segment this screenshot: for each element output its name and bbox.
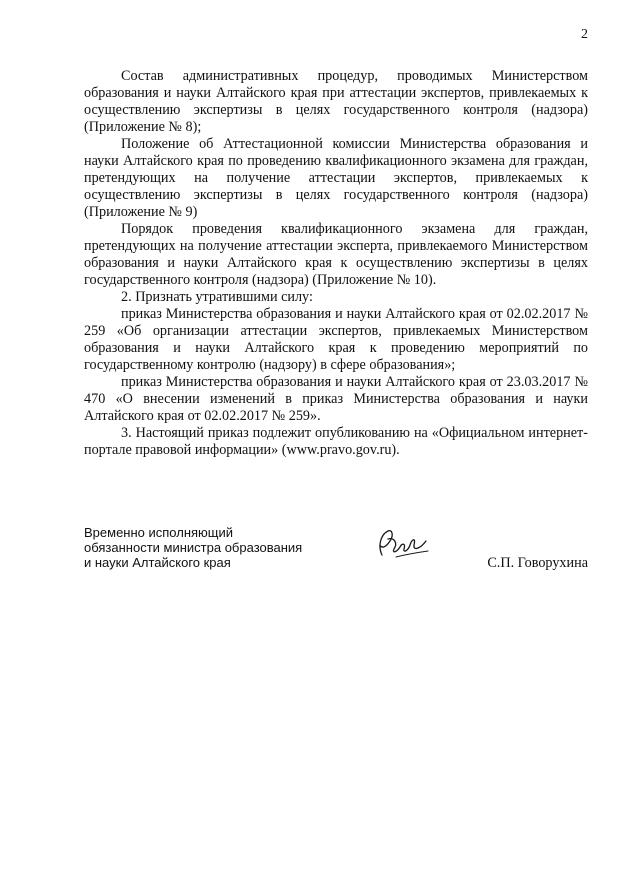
- signer-name: С.П. Говорухина: [487, 555, 588, 571]
- paragraph-order-470: приказ Министерства образования и науки Алтайского края от 23.03.2017 № 470 «О внесении изменений в приказ Министерства образования и науки Алтайского края от 02.02.2017 № 259».: [84, 374, 588, 424]
- page-number: 2: [581, 27, 588, 42]
- signature-block: [84, 525, 588, 585]
- signer-title-line: обязанности министра образования: [84, 540, 303, 555]
- paragraph-appendix-8: Состав административных процедур, проводимых Министерством образования и науки Алтайского края при аттестации экспертов, привлекаемых к осуществлению экспертизы в целях государственного контроля (надзора) (Приложение № 8);: [84, 68, 588, 135]
- paragraph-order-259: приказ Министерства образования и науки Алтайского края от 02.02.2017 № 259 «Об организации аттестации экспертов, привлекаемых Министерством образования и науки Алтайского края к проведению мероприятий по государственному контролю (надзору) в сфере образования»;: [84, 306, 588, 373]
- paragraph-appendix-10: Порядок проведения квалификационного экзамена для граждан, претендующих на получение аттестации эксперта, привлекаемого Министерством образования и науки Алтайского края к осуществлению экспертизы в целях государственного контроля (надзора) (Приложение № 10).: [84, 221, 588, 288]
- document-body: [84, 68, 588, 459]
- paragraph-item-3: 3. Настоящий приказ подлежит опубликованию на «Официальном интернет-портале правовой информации» (www.pravo.gov.ru).: [84, 425, 588, 458]
- signer-title-line: и науки Алтайского края: [84, 555, 231, 570]
- signer-title: [84, 525, 302, 570]
- paragraph-appendix-9: Положение об Аттестационной комиссии Министерства образования и науки Алтайского края по проведению квалификационного экзамена для граждан, претендующих на получение аттестации экспертов, привлекаемых к осуществлению экспертизы в целях государственного контроля (надзора) (Приложение № 9): [84, 136, 588, 220]
- paragraph-item-2: 2. Признать утратившими силу:: [121, 289, 313, 305]
- handwritten-signature: [374, 527, 434, 561]
- signer-title-line: Временно исполняющий: [84, 525, 234, 540]
